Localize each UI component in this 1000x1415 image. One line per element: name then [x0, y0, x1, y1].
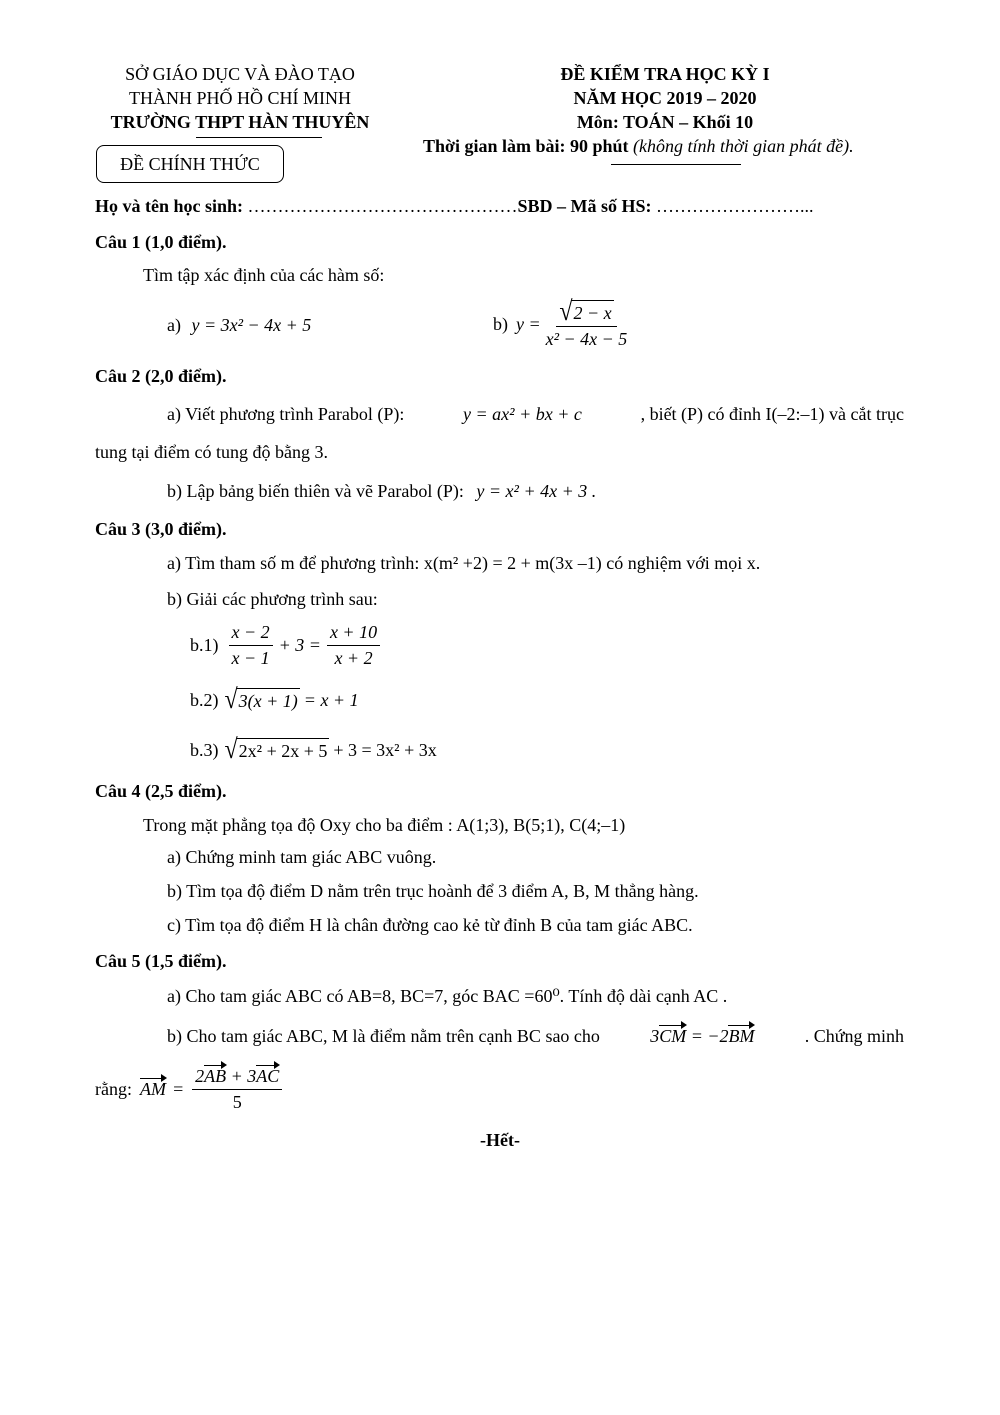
q4-b: b) Tìm tọa độ điểm D nằm trên trục hoành để 3 điểm A, B, M thẳng hàng.	[167, 881, 699, 901]
student-line	[95, 196, 814, 217]
q1-b-num: 2 − x	[571, 300, 613, 324]
q1-b-fraction: √ 2 − x x² − 4x − 5	[543, 300, 631, 350]
q1-b-lhs: y =	[516, 314, 541, 335]
q2-a-line1	[167, 404, 904, 425]
time-label: Thời gian làm bài: 90 phút	[423, 136, 629, 156]
q3-b1-num2: x + 10	[327, 622, 380, 646]
q3-b3-rhs: + 3 = 3x² + 3x	[333, 739, 437, 760]
q2-a-part2: , biết (P) có đỉnh I(–2:–1) và cắt trục	[640, 404, 904, 424]
q1-title: Câu 1 (1,0 điểm).	[95, 232, 227, 252]
q2-title: Câu 2 (2,0 điểm).	[95, 366, 227, 386]
q5-b-part1: b) Cho tam giác ABC, M là điểm nằm trên cạnh BC sao cho	[167, 1026, 600, 1046]
school-year: NĂM HỌC 2019 – 2020	[573, 88, 757, 108]
vector-am: AM	[139, 1078, 166, 1099]
school-name: TRƯỜNG THPT HÀN THUYÊN	[110, 112, 370, 132]
vector-cm: CM	[659, 1026, 687, 1046]
q5-b-expr: 3CM = −2BM	[650, 1026, 755, 1046]
q3-b3-label: b.3)	[190, 739, 219, 760]
q3-b1	[190, 622, 382, 668]
exam-time	[423, 136, 854, 157]
q3-b1-frac1	[229, 622, 273, 668]
q3-b2-rhs: = x + 1	[303, 689, 359, 710]
q4-a: a) Chứng minh tam giác ABC vuông.	[167, 847, 437, 867]
vector-bm: BM	[728, 1026, 755, 1046]
dept-name: SỞ GIÁO DỤC VÀ ĐÀO TẠO	[125, 64, 355, 84]
q3-b2: b.2) √ 3(x + 1) = x + 1	[190, 685, 359, 715]
q1-a-expr: y = 3x² − 4x + 5	[191, 315, 312, 335]
q2-a-expr: y = ax² + bx + c	[463, 404, 582, 424]
q1-b-den: x² − 4x − 5	[545, 329, 628, 349]
vector-ac: AC	[256, 1066, 280, 1086]
q3-b: b) Giải các phương trình sau:	[167, 589, 378, 609]
q5-b-eq: =	[171, 1078, 185, 1099]
q2-b-text: b) Lập bảng biến thiên và vẽ Parabol (P):	[167, 481, 464, 501]
q5-b-line2	[95, 1066, 284, 1112]
q3-b1-den1: x − 1	[231, 647, 270, 668]
official-badge: ĐỀ CHÍNH THỨC	[96, 145, 284, 183]
q3-a: a) Tìm tham số m để phương trình: x(m² +2) = 2 + m(3x –1) có nghiệm với mọi x.	[167, 553, 761, 573]
q4-c: c) Tìm tọa độ điểm H là chân đường cao kẻ từ đỉnh B của tam giác ABC.	[167, 915, 693, 935]
q3-b1-frac2	[327, 622, 380, 668]
q2-a-part1: a) Viết phương trình Parabol (P):	[167, 404, 405, 424]
q3-b1-mid: + 3 =	[278, 634, 321, 655]
q4-intro: Trong mặt phẳng tọa độ Oxy cho ba điểm : A(1;3), B(5;1), C(4;–1)	[143, 815, 626, 835]
id-label: SBD – Mã số HS:	[517, 196, 652, 216]
q5-b-den: 5	[232, 1091, 242, 1112]
q3-b1-label: b.1)	[190, 634, 219, 655]
q5-b-num: 2AB + 3AC	[192, 1066, 282, 1090]
time-note: (không tính thời gian phát đề).	[633, 136, 854, 156]
q4-title: Câu 4 (2,5 điểm).	[95, 781, 227, 801]
name-label: Họ và tên học sinh:	[95, 196, 244, 216]
q5-b-part2: . Chứng minh	[804, 1026, 904, 1046]
q3-b2-label: b.2)	[190, 689, 219, 710]
q2-a-line2: tung tại điểm có tung độ bằng 3.	[95, 442, 328, 462]
q2-b	[167, 481, 596, 502]
q1-intro: Tìm tập xác định của các hàm số:	[143, 265, 385, 285]
q5-title: Câu 5 (1,5 điểm).	[95, 951, 227, 971]
subject: Môn: TOÁN – Khối 10	[576, 112, 754, 132]
end-marker: -Hết-	[480, 1130, 520, 1150]
q3-b1-den2: x + 2	[334, 647, 373, 668]
q5-b-line1	[167, 1026, 904, 1047]
q3-b3-arg: 2x² + 2x + 5	[237, 738, 330, 762]
q5-b-fraction	[192, 1066, 282, 1112]
id-dots: ……………………...	[656, 196, 814, 216]
school-underline	[196, 137, 322, 138]
city-name: THÀNH PHỐ HỒ CHÍ MINH	[129, 88, 351, 108]
q3-b2-arg: 3(x + 1)	[237, 688, 300, 712]
q5-a: a) Cho tam giác ABC có AB=8, BC=7, góc BAC =60⁰. Tính độ dài cạnh AC .	[167, 986, 728, 1006]
q1-b	[493, 297, 632, 350]
q1-a-label: a)	[167, 315, 181, 335]
q3-b1-num1: x − 2	[229, 622, 273, 646]
q3-title: Câu 3 (3,0 điểm).	[95, 519, 227, 539]
exam-title: ĐỀ KIỂM TRA HỌC KỲ I	[560, 64, 770, 84]
q1-b-label: b)	[493, 314, 508, 335]
vector-ab: AB	[204, 1066, 227, 1086]
q5-b-prove: rằng:	[95, 1078, 132, 1099]
name-dots: ………………………………………	[247, 196, 518, 216]
subject-underline	[611, 164, 741, 165]
q3-b3: b.3) √ 2x² + 2x + 5 + 3 = 3x² + 3x	[190, 735, 437, 765]
q1-a	[167, 315, 311, 336]
q2-b-expr: y = x² + 4x + 3 .	[476, 481, 597, 501]
